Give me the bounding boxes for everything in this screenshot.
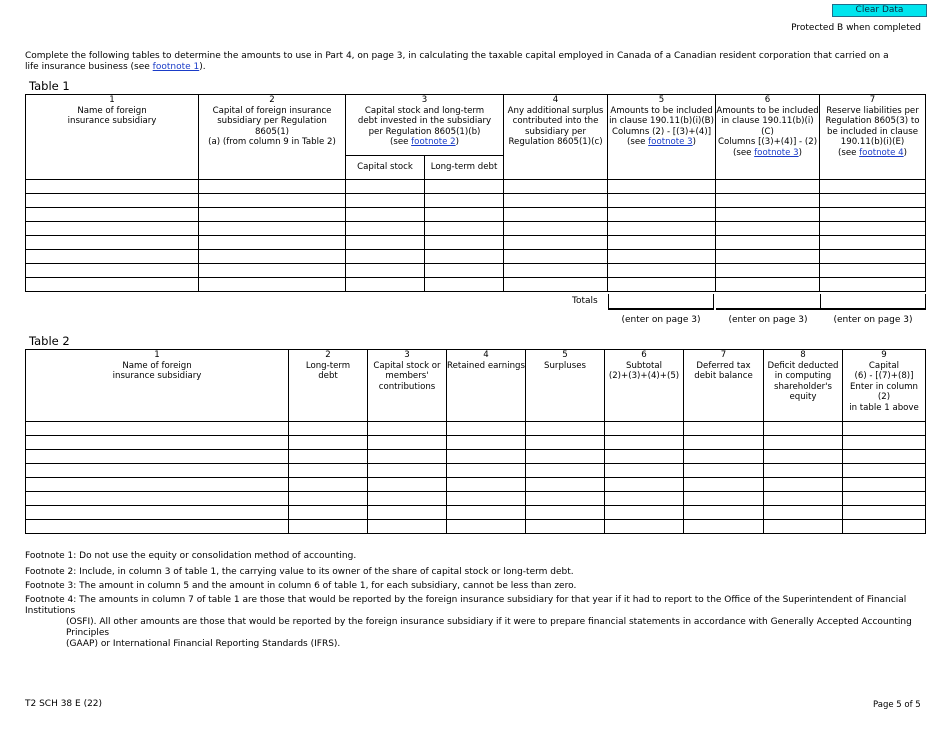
t2-input-cell[interactable]: [368, 478, 447, 492]
t1-input-cell[interactable]: [425, 250, 504, 264]
t2-input-cell[interactable]: [764, 422, 843, 436]
t1-input-cell[interactable]: [26, 278, 199, 292]
t2-input-cell[interactable]: [684, 464, 764, 478]
t2-input-cell[interactable]: [447, 506, 526, 520]
t2-input-cell[interactable]: [605, 478, 684, 492]
t2-input-cell[interactable]: [26, 492, 289, 506]
t2-row: [26, 464, 926, 478]
t2-input-cell[interactable]: [26, 520, 289, 534]
t2-col4-header: 4 Retained earnings: [447, 350, 526, 422]
t2-row: [26, 422, 926, 436]
t2-col7-header: 7 Deferred tax debit balance: [684, 350, 764, 422]
t2-input-cell[interactable]: [289, 492, 368, 506]
t2-input-cell[interactable]: [764, 492, 843, 506]
t1-input-cell[interactable]: [26, 264, 199, 278]
t1-input-cell[interactable]: [820, 250, 926, 264]
t1-row: [26, 208, 926, 222]
t2-input-cell[interactable]: [605, 422, 684, 436]
t1-input-cell[interactable]: [608, 222, 716, 236]
t2-input-cell[interactable]: [368, 506, 447, 520]
t1-input-cell[interactable]: [425, 180, 504, 194]
t1-total-col5[interactable]: [608, 294, 714, 310]
form-identifier: T2 SCH 38 E (22): [25, 699, 103, 709]
t1-enter-note-5: (enter on page 3): [621, 315, 701, 325]
t2-input-cell[interactable]: [368, 422, 447, 436]
t2-input-cell[interactable]: [289, 520, 368, 534]
t1-row: [26, 236, 926, 250]
t2-input-cell[interactable]: [26, 464, 289, 478]
t1-input-cell[interactable]: [820, 208, 926, 222]
t1-input-cell[interactable]: [820, 180, 926, 194]
t1-input-cell[interactable]: [504, 180, 608, 194]
t1-row: [26, 278, 926, 292]
t1-input-cell[interactable]: [425, 236, 504, 250]
t1-input-cell[interactable]: [820, 278, 926, 292]
t2-input-cell[interactable]: [684, 436, 764, 450]
t1-input-cell[interactable]: [199, 208, 346, 222]
t1-row: [26, 264, 926, 278]
t2-input-cell[interactable]: [605, 506, 684, 520]
t1-input-cell[interactable]: [820, 236, 926, 250]
t1-input-cell[interactable]: [199, 278, 346, 292]
t2-input-cell[interactable]: [843, 450, 926, 464]
footnote-4: Footnote 4: The amounts in column 7 of table 1 are those that would be reported by the foreign insurance subsidiary for that year if it had to report to the Office of the Superintendent of Financial Institutions (OSFI). All other amounts are those that would be reported by the foreign insurance subsidiary if it were to prepare financial statements in accordance with Generally Accepted Accounting Principles (GAAP) or International Financial Reporting Standards (IFRS).: [25, 595, 912, 649]
t2-input-cell[interactable]: [289, 464, 368, 478]
t2-input-cell[interactable]: [764, 450, 843, 464]
t1-row: [26, 180, 926, 194]
t1-total-col6[interactable]: [716, 294, 821, 310]
t1-input-cell[interactable]: [608, 264, 716, 278]
t2-input-cell[interactable]: [447, 436, 526, 450]
t2-input-cell[interactable]: [526, 436, 605, 450]
t2-input-cell[interactable]: [526, 450, 605, 464]
t1-enter-note-7: (enter on page 3): [833, 315, 913, 325]
t2-input-cell[interactable]: [368, 464, 447, 478]
t1-row: [26, 194, 926, 208]
t2-input-cell[interactable]: [605, 492, 684, 506]
t1-input-cell[interactable]: [504, 236, 608, 250]
footnote-2: Footnote 2: Include, in column 3 of table 1, the carrying value to its owner of the share of capital stock or long-term debt.: [25, 567, 574, 577]
t2-col3-header: 3 Capital stock or members' contributions: [368, 350, 447, 422]
t1-input-cell[interactable]: [716, 250, 820, 264]
t1-input-cell[interactable]: [199, 180, 346, 194]
t1-input-cell[interactable]: [26, 208, 199, 222]
t2-input-cell[interactable]: [368, 492, 447, 506]
t2-input-cell[interactable]: [289, 506, 368, 520]
t1-enter-note-6: (enter on page 3): [728, 315, 808, 325]
t2-input-cell[interactable]: [368, 436, 447, 450]
t1-input-cell[interactable]: [820, 194, 926, 208]
t2-input-cell[interactable]: [843, 464, 926, 478]
t1-total-col7[interactable]: [820, 294, 926, 310]
footnote-3: Footnote 3: The amount in column 5 and the amount in column 6 of table 1, for each subsidiary, cannot be less than zero.: [25, 581, 577, 591]
t1-input-cell[interactable]: [346, 180, 425, 194]
t1-input-cell[interactable]: [608, 250, 716, 264]
t2-input-cell[interactable]: [447, 520, 526, 534]
t2-input-cell[interactable]: [289, 478, 368, 492]
t2-input-cell[interactable]: [526, 464, 605, 478]
t2-input-cell[interactable]: [26, 422, 289, 436]
t1-col6-header: 6 Amounts to be included in clause 190.11(b)(i)(C) Columns [(3)+(4)] - (2) (see footnote 3): [716, 95, 820, 180]
t1-input-cell[interactable]: [346, 264, 425, 278]
t1-col7-header: 7 Reserve liabilities per Regulation 8605(3) to be included in clause 190.11(b)(i)(E) (see footnote 4): [820, 95, 926, 180]
t1-input-cell[interactable]: [346, 222, 425, 236]
t1-input-cell[interactable]: [199, 222, 346, 236]
t1-input-cell[interactable]: [346, 236, 425, 250]
t2-input-cell[interactable]: [605, 436, 684, 450]
t2-input-cell[interactable]: [605, 450, 684, 464]
t2-input-cell[interactable]: [289, 422, 368, 436]
t2-input-cell[interactable]: [843, 492, 926, 506]
t1-col1-header: 1 Name of foreign insurance subsidiary: [26, 95, 199, 180]
t1-col5-header: 5 Amounts to be included in clause 190.11(b)(i)(B) Columns (2) - [(3)+(4)] (see footnote 3): [608, 95, 716, 180]
t1-input-cell[interactable]: [504, 250, 608, 264]
t1-input-cell[interactable]: [608, 278, 716, 292]
t1-input-cell[interactable]: [26, 236, 199, 250]
t1-input-cell[interactable]: [425, 208, 504, 222]
t2-input-cell[interactable]: [764, 478, 843, 492]
t2-input-cell[interactable]: [684, 478, 764, 492]
page-number: Page 5 of 5: [873, 700, 921, 710]
t1-input-cell[interactable]: [26, 222, 199, 236]
t1-col6-footnote-link[interactable]: footnote 3: [754, 147, 799, 158]
t2-input-cell[interactable]: [526, 492, 605, 506]
t1-input-cell[interactable]: [346, 278, 425, 292]
t1-input-cell[interactable]: [26, 180, 199, 194]
t1-col3a-header: Capital stock: [346, 156, 425, 180]
t1-input-cell[interactable]: [608, 208, 716, 222]
intro-text: Complete the following tables to determine the amounts to use in Part 4, on page 3, in calculating the taxable capital employed in Canada of a Canadian resident corporation that carried on a life insurance business (see footnote 1).: [25, 51, 889, 72]
t2-input-cell[interactable]: [764, 506, 843, 520]
t1-input-cell[interactable]: [820, 222, 926, 236]
t2-input-cell[interactable]: [843, 520, 926, 534]
t1-input-cell[interactable]: [608, 236, 716, 250]
t1-col7-footnote-link[interactable]: footnote 4: [859, 147, 904, 158]
t2-input-cell[interactable]: [843, 506, 926, 520]
t2-row: [26, 436, 926, 450]
t1-col5-footnote-link[interactable]: footnote 3: [648, 137, 693, 147]
t1-col4-header: 4 Any additional surplus contributed into the subsidiary per Regulation 8605(1)(c): [504, 95, 608, 180]
t1-input-cell[interactable]: [425, 278, 504, 292]
t2-row: [26, 478, 926, 492]
t2-input-cell[interactable]: [289, 450, 368, 464]
t2-input-cell[interactable]: [368, 520, 447, 534]
t1-col3-footnote-link[interactable]: footnote 2: [411, 137, 456, 147]
t1-input-cell[interactable]: [716, 222, 820, 236]
t1-input-cell[interactable]: [504, 278, 608, 292]
t1-input-cell[interactable]: [504, 208, 608, 222]
t1-totals-label: Totals: [572, 296, 598, 306]
t2-input-cell[interactable]: [843, 478, 926, 492]
table2-title: Table 2: [29, 334, 70, 348]
t2-input-cell[interactable]: [764, 464, 843, 478]
t1-input-cell[interactable]: [716, 264, 820, 278]
t1-input-cell[interactable]: [716, 208, 820, 222]
t1-input-cell[interactable]: [716, 180, 820, 194]
t1-col3-header: 3 Capital stock and long-term debt invested in the subsidiary per Regulation 8605(1)(b) (see footnote 2): [346, 95, 504, 156]
t2-input-cell[interactable]: [26, 478, 289, 492]
t2-input-cell[interactable]: [447, 450, 526, 464]
t2-input-cell[interactable]: [526, 506, 605, 520]
t2-input-cell[interactable]: [289, 436, 368, 450]
t1-input-cell[interactable]: [820, 264, 926, 278]
t2-col8-header: 8 Deficit deducted in computing shareholder's equity: [764, 350, 843, 422]
t1-input-cell[interactable]: [716, 194, 820, 208]
t2-col1-header: 1 Name of foreign insurance subsidiary: [26, 350, 289, 422]
t1-input-cell[interactable]: [425, 222, 504, 236]
t1-row: [26, 250, 926, 264]
t1-input-cell[interactable]: [425, 194, 504, 208]
t2-input-cell[interactable]: [764, 436, 843, 450]
t2-input-cell[interactable]: [447, 478, 526, 492]
t2-input-cell[interactable]: [368, 450, 447, 464]
t2-col6-header: 6 Subtotal (2)+(3)+(4)+(5): [605, 350, 684, 422]
t2-input-cell[interactable]: [526, 520, 605, 534]
t2-input-cell[interactable]: [843, 436, 926, 450]
t1-input-cell[interactable]: [504, 194, 608, 208]
t2-row: [26, 450, 926, 464]
t2-input-cell[interactable]: [447, 464, 526, 478]
t2-input-cell[interactable]: [447, 422, 526, 436]
t2-input-cell[interactable]: [684, 520, 764, 534]
t2-row: [26, 492, 926, 506]
t1-col3b-header: Long-term debt: [425, 156, 504, 180]
t2-input-cell[interactable]: [684, 506, 764, 520]
t1-input-cell[interactable]: [346, 208, 425, 222]
table1-title: Table 1: [29, 79, 70, 93]
t2-input-cell[interactable]: [447, 492, 526, 506]
t1-input-cell[interactable]: [425, 264, 504, 278]
t1-input-cell[interactable]: [199, 194, 346, 208]
footnote-1: Footnote 1: Do not use the equity or consolidation method of accounting.: [25, 551, 357, 561]
protected-b-label: Protected B when completed: [791, 23, 921, 33]
t2-row: [26, 520, 926, 534]
t2-input-cell[interactable]: [605, 520, 684, 534]
t1-input-cell[interactable]: [26, 250, 199, 264]
t2-input-cell[interactable]: [26, 450, 289, 464]
t2-input-cell[interactable]: [764, 520, 843, 534]
t1-input-cell[interactable]: [716, 236, 820, 250]
t1-input-cell[interactable]: [346, 250, 425, 264]
table2: [25, 349, 926, 534]
t1-input-cell[interactable]: [716, 278, 820, 292]
t2-input-cell[interactable]: [526, 422, 605, 436]
t1-input-cell[interactable]: [199, 250, 346, 264]
t2-input-cell[interactable]: [26, 436, 289, 450]
t1-input-cell[interactable]: [346, 194, 425, 208]
t2-input-cell[interactable]: [605, 464, 684, 478]
table1: [25, 94, 926, 292]
t2-col5-header: 5 Surpluses: [526, 350, 605, 422]
t1-input-cell[interactable]: [504, 222, 608, 236]
t2-input-cell[interactable]: [684, 492, 764, 506]
t2-col9-header: 9 Capital (6) - [(7)+(8)] Enter in column (2) in table 1 above: [843, 350, 926, 422]
t1-input-cell[interactable]: [608, 194, 716, 208]
t2-input-cell[interactable]: [526, 478, 605, 492]
t1-input-cell[interactable]: [26, 194, 199, 208]
t1-input-cell[interactable]: [199, 264, 346, 278]
t2-row: [26, 506, 926, 520]
clear-data-button[interactable]: Clear Data: [832, 4, 927, 17]
t1-input-cell[interactable]: [199, 236, 346, 250]
t2-input-cell[interactable]: [684, 450, 764, 464]
t2-col2-header: 2 Long-term debt: [289, 350, 368, 422]
intro-footnote-1-link[interactable]: footnote 1: [152, 62, 200, 72]
t2-input-cell[interactable]: [843, 422, 926, 436]
t1-input-cell[interactable]: [608, 180, 716, 194]
t1-input-cell[interactable]: [504, 264, 608, 278]
t2-input-cell[interactable]: [684, 422, 764, 436]
t1-row: [26, 222, 926, 236]
t2-input-cell[interactable]: [26, 506, 289, 520]
t1-col2-header: 2 Capital of foreign insurance subsidiary per Regulation 8605(1) (a) (from column 9 in Table 2): [199, 95, 346, 180]
